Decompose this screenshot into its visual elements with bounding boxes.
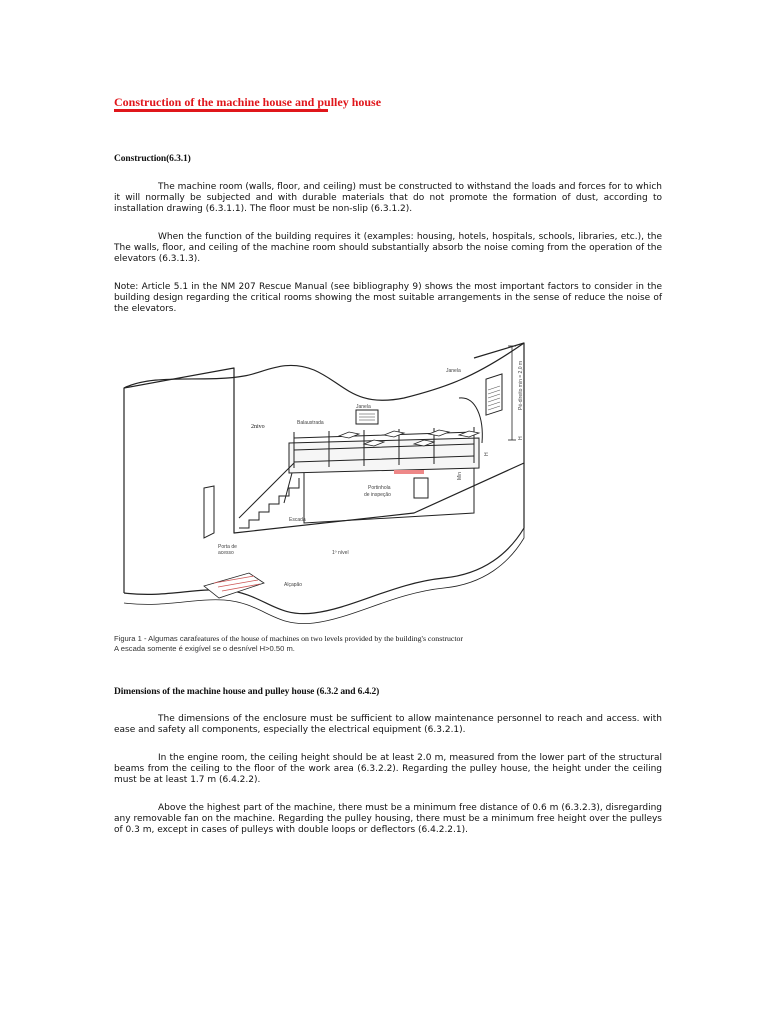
stair-handrail bbox=[239, 463, 294, 518]
label-1nivel: 1º nível bbox=[332, 550, 349, 556]
label-porta: Porta de bbox=[218, 544, 237, 550]
label-acesso: acesso bbox=[218, 550, 234, 556]
machine-1 bbox=[339, 432, 359, 438]
floor-front-edge bbox=[124, 463, 524, 614]
paragraph-note: Note: Article 5.1 in the NM 207 Rescue Manual (see bibliography 9) shows the most important factors to consider in the building design regarding the critical rooms showing the most suitable arrangements in the sense of reduce the noise of the elevators. bbox=[114, 282, 662, 315]
paragraph-text: The dimensions of the enclosure must be sufficient to allow maintenance personnel to reach and access. with ease and safety all components, especially the electrical equipment (6.3.2.1). bbox=[114, 714, 662, 736]
label-escada: Escada bbox=[289, 517, 306, 523]
inspection-door bbox=[414, 478, 428, 498]
label-pe-direito: Pé-direito min = 2,0 m bbox=[518, 360, 524, 410]
caption-overlay: features of the house of machines on two levels provided by the building's constructor bbox=[194, 634, 464, 643]
figure-caption-line1 bbox=[114, 634, 554, 643]
machine-house-figure bbox=[114, 328, 544, 638]
platform-floor bbox=[289, 438, 479, 473]
window-right bbox=[486, 374, 502, 415]
right-wall-edge bbox=[474, 343, 524, 358]
label-de-inspecao: de inspeção bbox=[364, 492, 391, 498]
label-janela-right: Janela bbox=[446, 368, 461, 374]
label-balaustrada: Balaustrada bbox=[297, 420, 324, 426]
paragraph-text: Above the highest part of the machine, there must be a minimum free distance of 0.6 m (6.3.2.3), disregarding any removable fan on the machine. Regarding the pulley housing, there must be a minimum free height over the pulleys of 0.3 m, except in cases of pulleys with double loops or deflectors (6.4.2.2.1). bbox=[114, 803, 662, 836]
floor-front-thickness bbox=[124, 528, 524, 624]
title-underline bbox=[114, 109, 328, 112]
red-sign bbox=[394, 470, 424, 474]
label-h: H bbox=[518, 436, 524, 440]
paragraph-text: The machine room (walls, floor, and ceiling) must be constructed to withstand the loads and forces for to which it will normally be subjected and with durable materials that do not promote the formation of dust, according to installation drawing (6.3.1.1). The floor must be non-slip (6.3.1.2). bbox=[114, 182, 662, 215]
document-title: Construction of the machine house and pulley house bbox=[114, 95, 382, 109]
label-alcapao: Alçapão bbox=[284, 582, 303, 588]
section-heading-dimensions: Dimensions of the machine house and pulley house (6.3.2 and 6.4.2) bbox=[114, 687, 380, 697]
machine-3 bbox=[384, 431, 404, 437]
figure-caption-line2: A escada somente é exigível se o desnível H>0.50 m. bbox=[114, 644, 295, 653]
section-heading-construction: Construction(6.3.1) bbox=[114, 154, 191, 164]
paragraph-dimensions-3 bbox=[114, 803, 662, 837]
trapdoor bbox=[204, 573, 264, 598]
label-portinhola: Portinhola bbox=[368, 485, 391, 491]
machine-5 bbox=[429, 430, 449, 436]
caption-prefix: Figura 1 - Algumas cara bbox=[114, 634, 195, 643]
label-janela-back: Janela bbox=[356, 404, 371, 410]
label-2nivel: 2nivo bbox=[251, 424, 265, 430]
paragraph-construction-2 bbox=[114, 232, 662, 266]
paragraph-text: In the engine room, the ceiling height should be at least 2.0 m, measured from the lower part of the structural beams from the ceiling to the floor of the work area (6.3.2.2). Regarding the pulley house, the height under the ceiling must be at least 1.7 m (6.4.2.2). bbox=[114, 753, 662, 786]
paragraph-text: When the function of the building requires it (examples: housing, hotels, hospitals, schools, libraries, etc.), the The walls, floor, and ceiling of the machine room should substantially absorb the noise coming from the operation of the elevators (6.3.1.3). bbox=[114, 232, 662, 265]
paragraph-construction-1 bbox=[114, 182, 662, 216]
label-min: Min bbox=[457, 471, 463, 480]
paragraph-dimensions-2 bbox=[114, 753, 662, 787]
label-h-platform: H bbox=[484, 452, 490, 456]
paragraph-dimensions-1 bbox=[114, 714, 662, 736]
access-door bbox=[204, 486, 214, 538]
